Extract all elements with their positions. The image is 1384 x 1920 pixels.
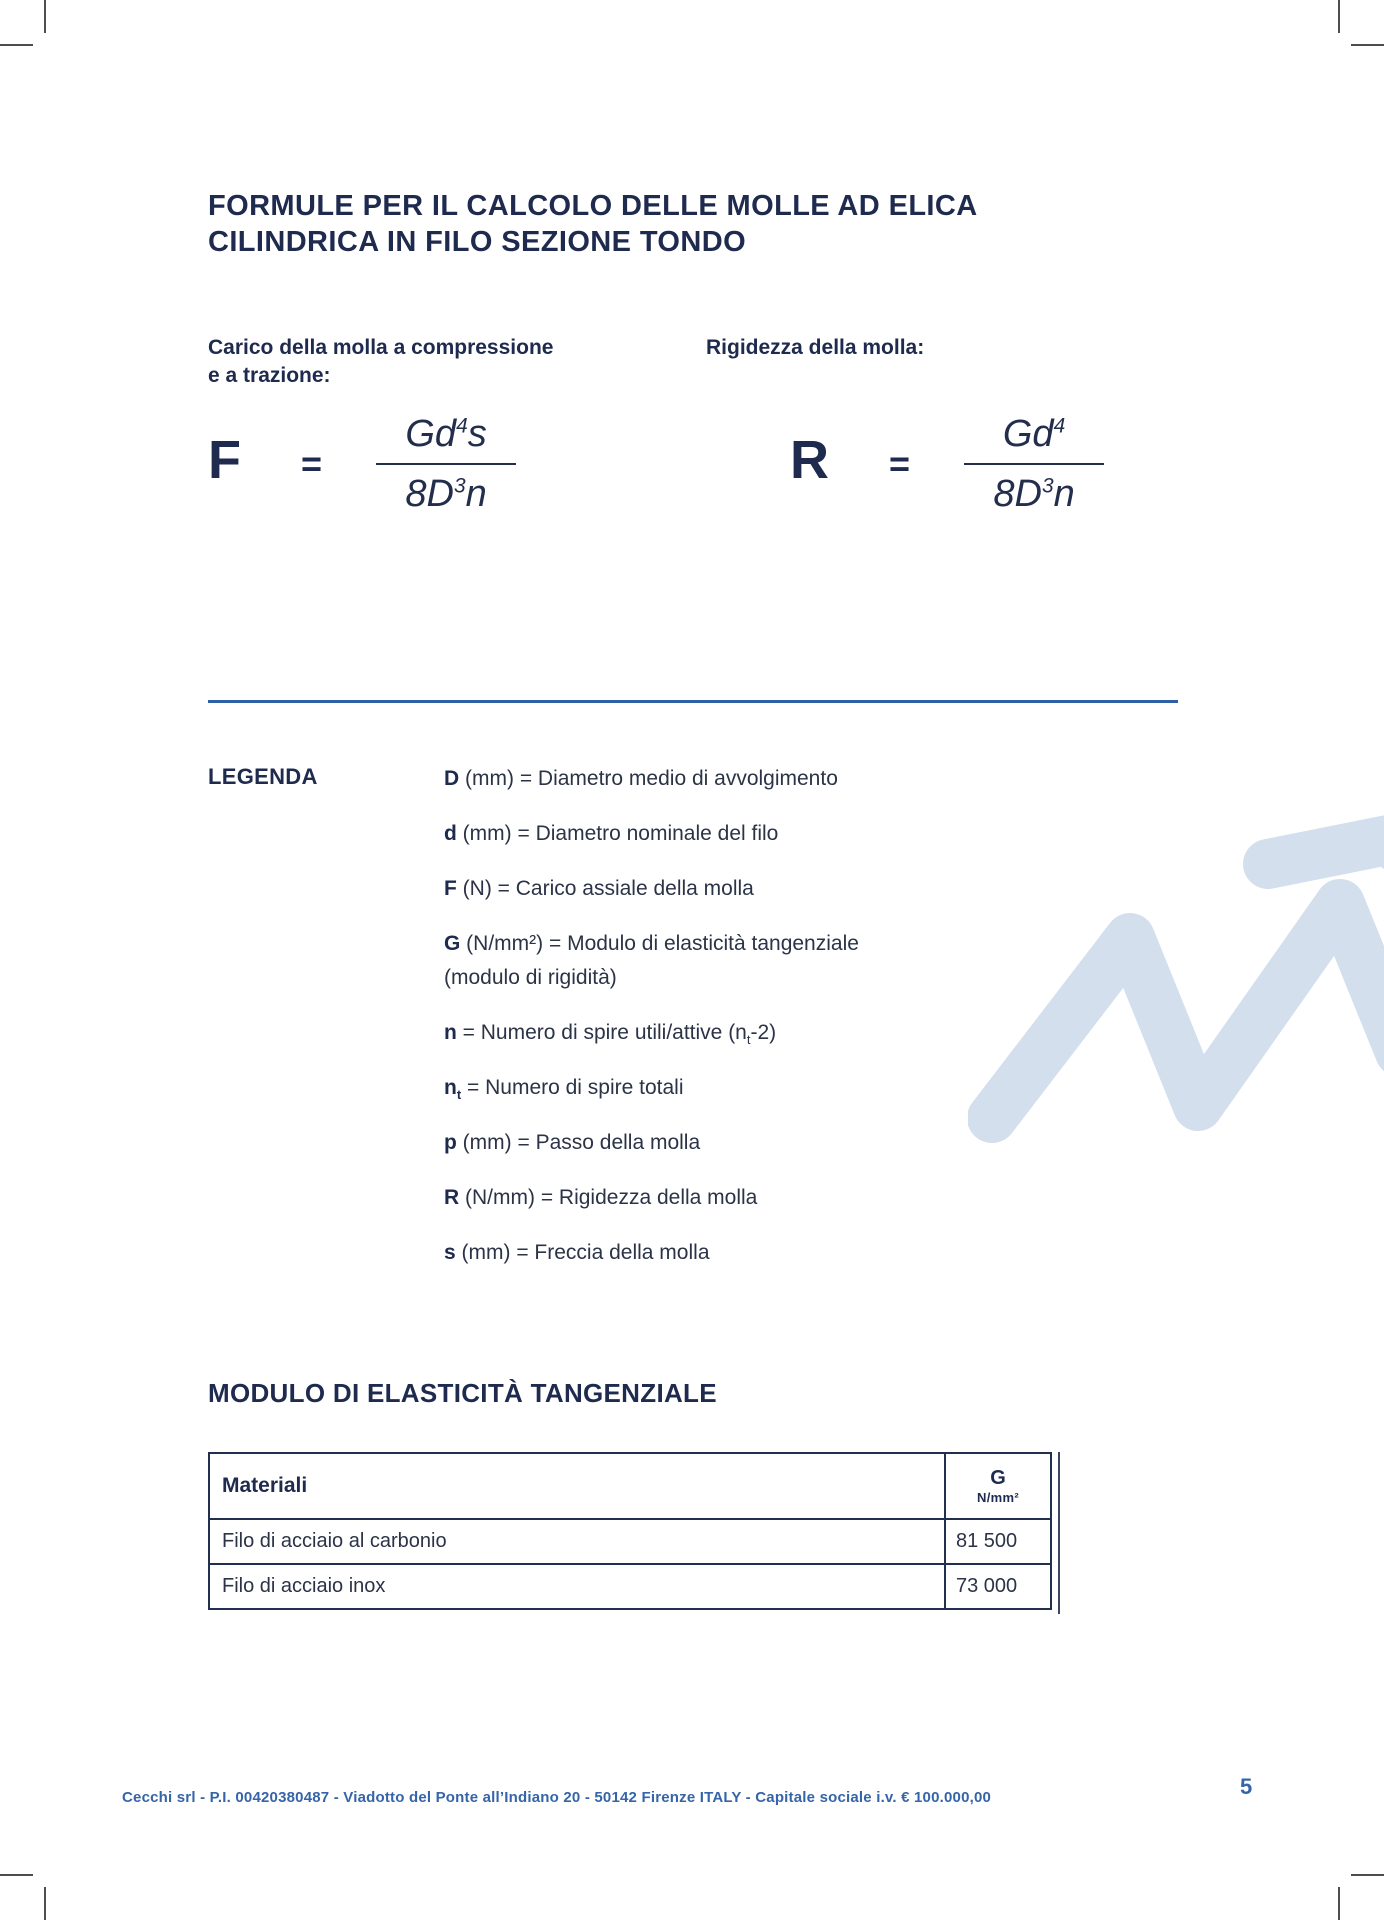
page-title-line1: FORMULE PER IL CALCOLO DELLE MOLLE AD ELICA	[208, 190, 978, 222]
materials-column-header: Materiali	[222, 1474, 308, 1497]
stiffness-formula	[790, 398, 1104, 530]
stiffness-denominator: $8D^3n$	[993, 473, 1075, 515]
modulus-table	[208, 1452, 1052, 1610]
g-column-header: G N/mm²	[944, 1454, 1050, 1518]
fraction-bar	[964, 463, 1104, 465]
table-row	[210, 1518, 1050, 1563]
table-row	[210, 1563, 1050, 1608]
page-number: 5	[1240, 1774, 1253, 1799]
legend-item-p: p (mm) = Passo della molla	[444, 1131, 701, 1154]
formula-symbol-R: R	[790, 430, 829, 490]
legend-item-F: F (N) = Carico assiale della molla	[444, 877, 754, 900]
legend-heading: LEGENDA	[208, 764, 318, 789]
page-title-line2: CILINDRICA IN FILO SEZIONE TONDO	[208, 226, 747, 258]
equals-sign: =	[301, 443, 323, 484]
compression-denominator: $8D^3n$	[405, 473, 487, 515]
footer-company-info: Cecchi srl - P.I. 00420380487 - Viadotto del Ponte all’Indiano 20 - 50142 Firenze ITALY - Capitale sociale i.v. € 100.000,00	[122, 1789, 992, 1806]
g-value: 81 500	[944, 1520, 1050, 1563]
material-name: Filo di acciaio inox	[222, 1575, 386, 1597]
g-value: 73 000	[944, 1565, 1050, 1608]
legend-item-d: d (mm) = Diametro nominale del filo	[444, 822, 779, 845]
stiffness-numerator: Gd$^4$	[1002, 413, 1066, 455]
compression-formula	[208, 398, 516, 530]
modulus-heading: MODULO DI ELASTICITÀ TANGENZIALE	[208, 1378, 717, 1408]
table-header-row	[210, 1454, 1050, 1518]
table-double-border-line	[1058, 1452, 1060, 1614]
fraction-bar	[376, 463, 516, 465]
legend-item-R: R (N/mm) = Rigidezza della molla	[444, 1186, 758, 1209]
compression-numerator: Gd$^4$s	[405, 413, 487, 455]
legend-list	[444, 762, 1084, 1291]
page-title	[208, 188, 978, 260]
compression-fraction	[376, 412, 516, 516]
stiffness-fraction	[964, 412, 1104, 516]
section-divider	[208, 700, 1178, 703]
legend-item-G: G (N/mm²) = Modulo di elasticità tangenziale (modulo di rigidità)	[444, 932, 859, 989]
legend-item-nt: $n_t$ = Numero di spire totali	[444, 1076, 684, 1103]
stiffness-caption: Rigidezza della molla:	[706, 336, 925, 359]
compression-caption: Carico della molla a compressione e a trazione:	[208, 336, 554, 387]
equals-sign: =	[889, 443, 911, 484]
material-name: Filo di acciaio al carbonio	[222, 1530, 447, 1552]
formula-symbol-F: F	[208, 430, 241, 490]
legend-item-s: s (mm) = Freccia della molla	[444, 1241, 710, 1264]
legend-item-n: n = Numero di spire utili/attive $(n_t-2)$	[444, 1021, 777, 1048]
legend-item-D: D (mm) = Diametro medio di avvolgimento	[444, 767, 838, 790]
